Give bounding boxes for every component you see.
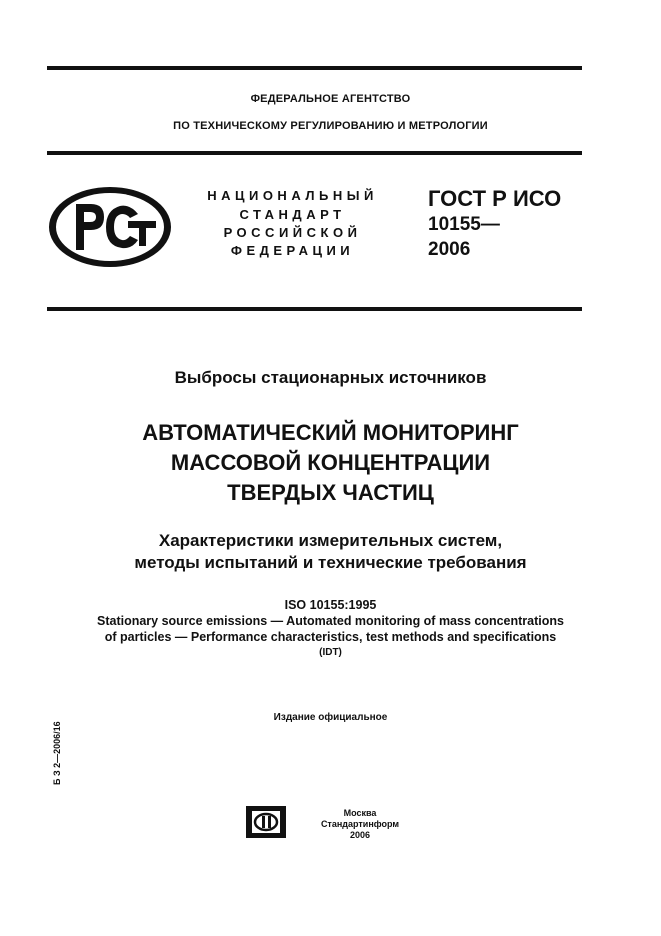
document-title-line-1: АВТОМАТИЧЕСКИЙ МОНИТОРИНГ	[142, 420, 519, 445]
standard-rule	[47, 307, 582, 311]
document-subtitle: Выбросы стационарных источников	[174, 368, 487, 387]
document-subtitle-2-line-2: методы испытаний и технические требования	[134, 553, 527, 572]
iso-idt: (IDT)	[319, 647, 342, 658]
standartinform-logo-icon	[246, 806, 286, 838]
document-subtitle-2-line-1: Характеристики измерительных систем,	[158, 531, 503, 550]
gost-code-line-3: 2006	[428, 239, 471, 260]
side-code: Б З 2—2006/16	[52, 721, 62, 785]
gost-code-line-1: ГОСТ Р ИСО	[428, 186, 562, 211]
document-title-line-3: ТВЕРДЫХ ЧАСТИЦ	[227, 480, 434, 505]
standard-line-3: РОССИЙСКОЙ	[223, 225, 362, 240]
standard-line-2: СТАНДАРТ	[239, 207, 346, 222]
standard-line-4: ФЕДЕРАЦИИ	[230, 243, 355, 258]
document-title-line-2: МАССОВОЙ КОНЦЕНТРАЦИИ	[170, 450, 491, 475]
publisher-name: Стандартинформ	[320, 819, 400, 829]
iso-english-line-1: Stationary source emissions — Automated monitoring of mass concentrations	[97, 614, 564, 628]
standard-line-1: НАЦИОНАЛЬНЫЙ	[207, 188, 378, 203]
top-rule	[47, 66, 582, 70]
rst-logo-icon	[46, 184, 174, 270]
iso-code: ISO 10155:1995	[284, 598, 377, 612]
agency-rule	[47, 151, 582, 155]
iso-english-line-2: of particles — Performance characteristics, test methods and specifications	[104, 630, 557, 644]
edition-label: Издание официальное	[273, 712, 388, 723]
gost-code-line-2: 10155—	[428, 214, 500, 235]
publisher-city: Москва	[343, 808, 377, 818]
agency-line-2: ПО ТЕХНИЧЕСКОМУ РЕГУЛИРОВАНИЮ И МЕТРОЛОГИИ	[173, 120, 488, 132]
agency-line-1: ФЕДЕРАЛЬНОЕ АГЕНТСТВО	[250, 93, 411, 105]
publisher-year: 2006	[349, 830, 371, 840]
